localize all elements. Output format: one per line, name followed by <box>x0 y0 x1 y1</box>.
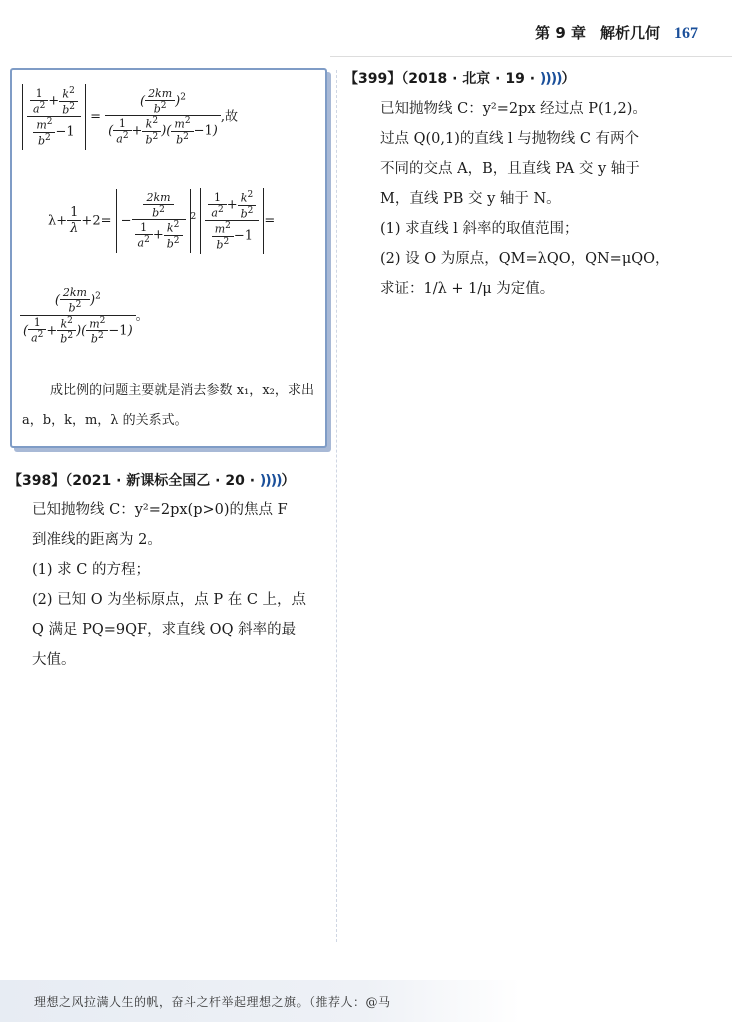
q398-line-3: (1) 求 C 的方程； <box>32 562 150 578</box>
q398-line-4: (2) 已知 O 为坐标原点，点 P 在 C 上，点 <box>32 592 307 608</box>
column-divider <box>336 70 337 942</box>
eq1-tail: ,故 <box>220 109 238 125</box>
equation-2: λ+ $\frac{1}{\lambda}$ +2= − $\frac{2km}{b^2}$ $\frac{1}{a^2}$ + $\frac{k^2}{b^2}$ $^2$ $\frac{1}{a^2}$ + $\frac{k^2}{b^2}$ $\frac{m^2}{b^2}$ −1 = <box>48 190 276 252</box>
q399-line-3: 不同的交点 A，B，且直线 PA 交 y 轴于 <box>380 161 640 177</box>
q399-number: 【399】 <box>344 71 402 87</box>
q399-difficulty-marks: )))) <box>539 71 562 87</box>
equation-1: $\frac{1}{a^2}$ + $\frac{k^2}{b^2}$ $\frac{m^2}{b^2}$ −1 = ( $\frac{2km}{b^2}$ )$^2$ ( $\frac{1}{a^2}$ + $\frac{k^2}{b^2}$ )( $\frac{m^2}{b^2}$ −1) ,故 <box>22 84 238 150</box>
q399-body <box>380 94 720 304</box>
header-rule <box>330 56 732 57</box>
q399-title <box>344 68 575 88</box>
q399-line-4: M，直线 PB 交 y 轴于 N。 <box>380 191 561 207</box>
q398-source: （2021 · 新课标全国乙 · 20 · <box>65 473 260 489</box>
q399-line-5: (1) 求直线 l 斜率的取值范围； <box>380 221 579 237</box>
q398-body <box>32 495 328 675</box>
footer-quote: 理想之风拉满人生的帆，奋斗之杆举起理想之旗。（推荐人：@马 <box>34 995 391 1009</box>
footer-banner <box>0 980 520 1022</box>
page-number: 167 <box>674 25 698 42</box>
q398-line-6: 大值。 <box>32 652 76 668</box>
solution-note: 成比例的问题主要就是消去参数 x₁，x₂，求出 a，b，k，m，λ 的关系式。 <box>22 383 314 428</box>
q398-line-1: 已知抛物线 C：y²=2px(p>0)的焦点 F <box>32 502 288 518</box>
chapter-title: 解析几何 <box>599 24 660 42</box>
equation-3: ( $\frac{2km}{b^2}$ )$^2$ ( $\frac{1}{a^2}$ + $\frac{k^2}{b^2}$ )( $\frac{m^2}{b^2}$ −1) 。 <box>20 286 149 346</box>
q399-line-7: 求证：1/λ + 1/μ 为定值。 <box>380 281 555 297</box>
q398-line-5: Q 满足 PQ=9QF，求直线 OQ 斜率的最 <box>32 622 297 638</box>
q399-close: ） <box>561 71 576 87</box>
page-header <box>535 22 698 43</box>
q399-line-2: 过点 Q(0,1)的直线 l 与抛物线 C 有两个 <box>380 131 640 147</box>
q398-line-2: 到准线的距离为 2。 <box>32 532 162 548</box>
solution-box <box>10 68 327 448</box>
q398-title <box>8 470 295 490</box>
q399-source: （2018 · 北京 · 19 · <box>401 71 540 87</box>
q399-line-6: (2) 设 O 为原点，QM=λQO，QN=μQO， <box>380 251 670 267</box>
q399-line-1: 已知抛物线 C：y²=2px 经过点 P(1,2)。 <box>380 101 647 117</box>
q398-number: 【398】 <box>8 473 66 489</box>
q398-difficulty-marks: )))) <box>259 473 282 489</box>
q398-close: ） <box>281 473 296 489</box>
eq3-tail: 。 <box>135 308 149 324</box>
chapter-label: 第 9 章 <box>535 24 586 42</box>
